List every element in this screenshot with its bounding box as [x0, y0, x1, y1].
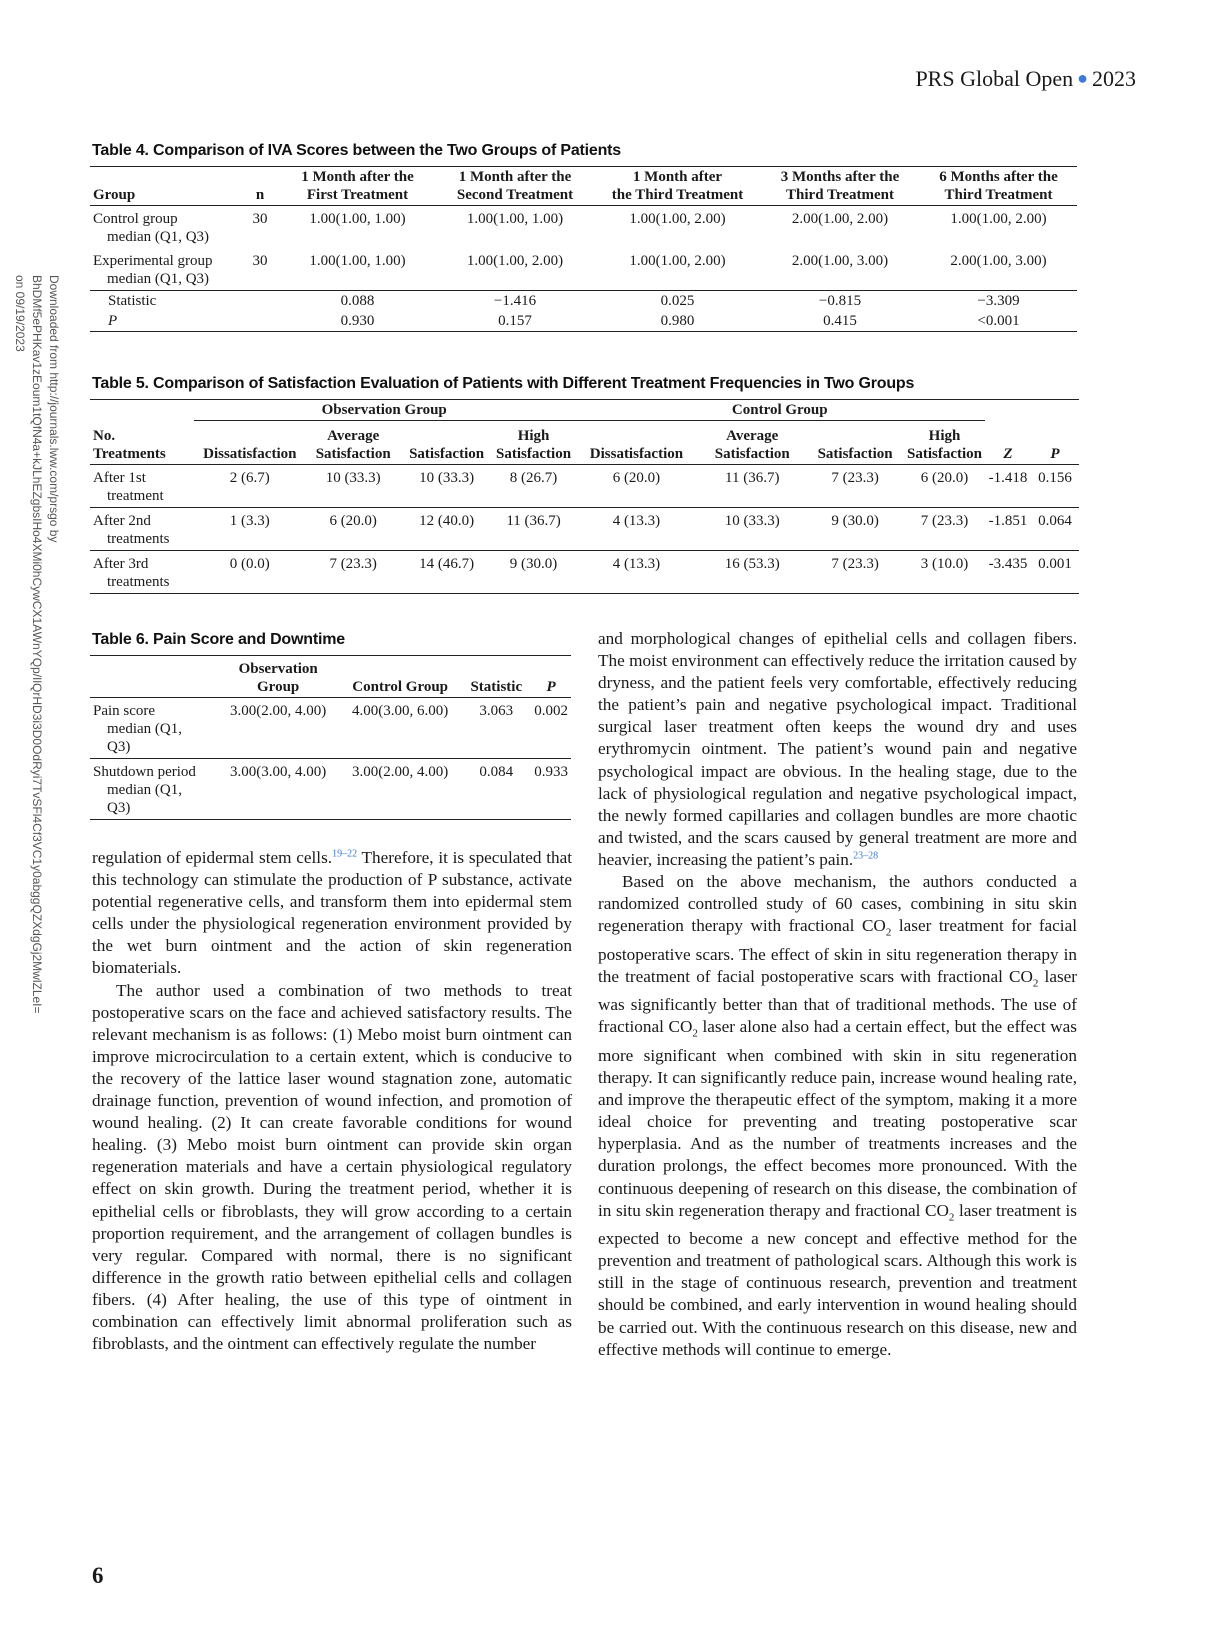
- row-label: Statistic: [108, 293, 157, 309]
- table5-caption: Table 5. Comparison of Satisfaction Evaluation of Patients with Different Treatment Frequencies in Two Groups: [92, 375, 915, 392]
- table5-subheader-1: [306, 421, 401, 465]
- table4-cell: 2.00(1.00, 3.00): [760, 248, 920, 291]
- table4-row-label: [90, 248, 240, 291]
- table-row: [90, 465, 1079, 508]
- table5-cell: 0.156: [1031, 465, 1079, 508]
- table4-header-0-line: Group: [93, 187, 136, 203]
- table4-caption: Table 4. Comparison of IVA Scores between the Two Groups of Patients: [92, 142, 622, 159]
- table5-cell: 11 (36.7): [493, 508, 575, 551]
- table4-header-4-line: the Third Treatment: [611, 187, 744, 203]
- table-row: [90, 248, 1077, 291]
- left-paragraph-2: The author used a combination of two methods to treat postoperative scars on the face and achieved satisfactory results. The relevant mechanism is as follows: (1) Mebo moist burn ointment can improve microcirculation to a certain extent, which is conducive to the recovery of the lattice laser wound stagnation zone, automatic drainage function, prevention of wound infection, and promotion of wound healing. (2) It can create favorable conditions for wound healing. (3) Mebo moist burn ointment can provide skin organ regeneration materials and have a certain physiological regulatory effect on skin growth. During the treatment period, whether it is epithelial cells or fibroblasts, they will grow according to a certain proportion requirement, and the arrangement of collagen bundles is very regular. Compared with normal, there is no significant difference in the growth ratio between epithelial cells and collagen fibers. (4) After healing, the use of this type of ointment in combination can effectively limit abnormal proliferation such as fibroblasts, and the ointment can effectively regulate the number: [92, 980, 572, 1354]
- table4-cell: 1.00(1.00, 1.00): [280, 248, 435, 291]
- table5-cell: 10 (33.3): [306, 465, 401, 508]
- row-sublabel: median (Q1, Q3): [107, 229, 210, 245]
- table4-cell: 0.157: [435, 311, 595, 332]
- table5-subheader-8-line: Z: [1003, 446, 1013, 462]
- table6-header-4-line: P: [546, 679, 556, 695]
- table5-cell: 7 (23.3): [306, 551, 401, 594]
- row-sublabel: median (Q1, Q3): [107, 271, 210, 287]
- table5-cell: 10 (33.3): [698, 508, 806, 551]
- table5-cell: 1 (3.3): [194, 508, 306, 551]
- download-notice: [13, 275, 62, 1014]
- table4-header-6: [920, 167, 1077, 206]
- table4-cell: 1.00(1.00, 2.00): [435, 248, 595, 291]
- table4-cell: 1.00(1.00, 1.00): [309, 211, 406, 227]
- table6-header-3: [461, 656, 531, 698]
- table5-cell: 4 (13.3): [575, 508, 699, 551]
- table4-header-3-line: Second Treatment: [456, 187, 574, 203]
- table6-header-1: [217, 656, 339, 698]
- table4-row-label: [90, 291, 240, 312]
- row-sublabel: Q3): [107, 739, 131, 755]
- row-sublabel: median (Q1,: [107, 782, 182, 798]
- row-label: After 1st: [93, 470, 146, 486]
- table4: [90, 166, 1077, 332]
- table-row: [90, 508, 1079, 551]
- table4-n: [240, 291, 280, 312]
- table4-header-4: [595, 167, 760, 206]
- row-sublabel: Q3): [107, 800, 131, 816]
- table5-subheader-9: [1031, 421, 1079, 465]
- table5-cell: 6 (20.0): [904, 465, 985, 508]
- table6-cell: 4.00(3.00, 6.00): [339, 698, 461, 759]
- table5-cell: 9 (30.0): [806, 508, 904, 551]
- page-number: 6: [92, 1563, 104, 1588]
- row-label: After 3rd: [93, 556, 149, 572]
- table4-cell: 1.00(1.00, 2.00): [629, 211, 726, 227]
- table5-cell: -1.851: [985, 508, 1031, 551]
- table5-subheader-2-line: Satisfaction: [409, 446, 485, 462]
- table5-cell: 9 (30.0): [493, 551, 575, 594]
- table6-header-3-line: Statistic: [470, 679, 523, 695]
- table4-cell: −1.416: [493, 293, 537, 309]
- table6-cell: 3.00(2.00, 4.00): [217, 698, 339, 759]
- row-label: Shutdown period: [93, 764, 196, 780]
- table4-header-4-line: 1 Month after: [632, 169, 723, 185]
- right-column: [598, 628, 1077, 1361]
- table4-row-label: [90, 311, 240, 332]
- table4-header-5-line: Third Treatment: [786, 187, 894, 203]
- table5-cell: 0.064: [1031, 508, 1079, 551]
- table5-header-blank: [90, 400, 194, 421]
- table5-subheader-6: [806, 421, 904, 465]
- table5-cell: 16 (53.3): [698, 551, 806, 594]
- table4-header-0: [90, 167, 240, 206]
- row-label: Control group: [93, 211, 178, 227]
- table5-group-control: Control Group: [575, 400, 985, 421]
- table5: [90, 399, 1079, 594]
- table6-header-2: [339, 656, 461, 698]
- table4-cell: 1.00(1.00, 2.00): [595, 248, 760, 291]
- table4-cell: 0.980: [595, 311, 760, 332]
- table5-row-label: [90, 508, 194, 551]
- row-label: Pain score: [93, 703, 156, 719]
- table4-cell: 0.415: [760, 311, 920, 332]
- table4-cell: 1.00(1.00, 1.00): [466, 211, 564, 227]
- table5-cell: 10 (33.3): [401, 465, 493, 508]
- table6: [90, 655, 571, 820]
- citation-23-28[interactable]: 23–28: [853, 850, 879, 862]
- journal-year: 2023: [1092, 66, 1136, 91]
- table4-header-5: [760, 167, 920, 206]
- table5-cell: 7 (23.3): [806, 551, 904, 594]
- table6-caption: Table 6. Pain Score and Downtime: [92, 631, 345, 648]
- table5-cell: -1.418: [985, 465, 1031, 508]
- table4-header-1-line: n: [255, 187, 265, 203]
- table5-subheader-3-line: Satisfaction: [496, 446, 572, 462]
- table5-subheader-5-line: Satisfaction: [714, 446, 790, 462]
- table5-subheader-1-line: Average: [327, 428, 380, 444]
- table4-cell: 1.00(1.00, 2.00): [950, 211, 1047, 227]
- table6-header-2-line: Control Group: [352, 679, 449, 695]
- table5-cell: 11 (36.7): [698, 465, 806, 508]
- table4-header-2-line: First Treatment: [306, 187, 409, 203]
- table5-cell: 3 (10.0): [904, 551, 985, 594]
- table5-cell: 4 (13.3): [575, 551, 699, 594]
- table4-header-3: [435, 167, 595, 206]
- table5-cell: 12 (40.0): [401, 508, 493, 551]
- table5-cell: 6 (20.0): [575, 465, 699, 508]
- table4-n: 30: [252, 211, 268, 227]
- table4-row-label: [90, 206, 240, 249]
- table5-subheader-4-line: Dissatisfaction: [589, 446, 684, 462]
- table5-subheader-0: [194, 421, 306, 465]
- table5-cell: 2 (6.7): [194, 465, 306, 508]
- table4-n: [240, 311, 280, 332]
- table6-cell: 0.002: [531, 698, 571, 759]
- table5-row-label: [90, 551, 194, 594]
- table-row: [90, 698, 571, 759]
- table5-subheader-5: [698, 421, 806, 465]
- table5-subheader-7-line: Satisfaction: [907, 446, 983, 462]
- right-paragraph-2: Based on the above mechanism, the authors conducted a randomized controlled study of 60 cases, combining in situ skin regeneration therapy with fractional $CO_2$ laser treatment for facial postoperative scars. The effect of skin in situ regeneration therapy in the treatment of facial postoperative scars with fractional $CO_2$ laser was significantly better than that of traditional methods. The use of fractional $CO_2$ laser alone also had a certain effect, but the effect was more significant when combined with skin in situ regeneration therapy. It can significantly reduce pain, increase wound healing rate, and improve the therapeutic effect of the symptom, making it a more ideal choice for preventing and treating postoperative scar hyperplasia. And as the number of treatments increases and the duration prolongs, the effect becomes more pronounced. With the continuous deepening of research on this disease, the combination of in situ skin regeneration therapy and fractional $CO_2$ laser treatment is expected to become a new concept and effective method for the prevention and treatment of pathological scars. Although this work is still in the stage of continuous research, prevention and treatment should be combined, and early intervention in wound healing should be carried out. With the continuous research on this disease, new and effective methods will continue to emerge.: [598, 872, 1077, 1359]
- table6-row-label: [90, 759, 217, 820]
- table4-cell: 0.088: [340, 293, 375, 309]
- table5-group-observation: Observation Group: [194, 400, 575, 421]
- table5-header-treatments-line: Treatments: [93, 446, 166, 462]
- table4-cell: 2.00(1.00, 2.00): [791, 211, 889, 227]
- table5-subheader-4: [575, 421, 699, 465]
- table4-cell: <0.001: [920, 311, 1077, 332]
- table6-header-0: [90, 656, 217, 698]
- table5-subheader-3-line: High: [517, 428, 550, 444]
- table4-header-1: [240, 167, 280, 206]
- row-label: P: [108, 313, 118, 329]
- table6-cell: 3.00(2.00, 4.00): [339, 759, 461, 820]
- table5-subheader-3: [493, 421, 575, 465]
- table6-cell: 3.00(3.00, 4.00): [217, 759, 339, 820]
- table6-cell: 3.063: [461, 698, 531, 759]
- row-sublabel: median (Q1,: [107, 721, 182, 737]
- left-column: [92, 847, 572, 1355]
- table4-n: 30: [240, 248, 280, 291]
- running-head: [915, 66, 1136, 92]
- row-sublabel: treatments: [107, 531, 170, 547]
- table5-header-treatments: [90, 421, 194, 465]
- table5-subheader-7: [904, 421, 985, 465]
- table6-row-label: [90, 698, 217, 759]
- row-label: Experimental group: [93, 253, 213, 269]
- journal-name: PRS Global Open: [915, 66, 1074, 91]
- bullet-icon: ●: [1077, 68, 1088, 88]
- download-notice-text: Downloaded from http://journals.lww.com/prsgo by BhDMf5ePHKav1zEoum1tQfN4a+kJLhEZgbsIHo4XMi0hCywCX1AWnYQp/IlQrHD3i3D0OdRyi7TvSFl4Cf3VC1y0abggQZXdgGj2MwlZLeI= on 09/19/2023: [13, 275, 61, 1014]
- table6-cell: 0.084: [461, 759, 531, 820]
- table6-header-1-line: Observation: [238, 661, 318, 677]
- table4-cell: −3.309: [977, 293, 1020, 309]
- table5-subheader-8: [985, 421, 1031, 465]
- table5-cell: 0.001: [1031, 551, 1079, 594]
- table5-subheader-5-line: Average: [726, 428, 779, 444]
- table5-subheader-7-line: High: [928, 428, 961, 444]
- table5-cell: 0 (0.0): [194, 551, 306, 594]
- right-paragraph-1: and morphological changes of epithelial cells and collagen fibers. The moist environment can effectively reduce the irritation caused by dryness, and the patient feels very comfortable, effectively reducing the patient’s pain and negative psychological impact. Traditional surgical laser treatment often keeps the wound dry and uses erythromycin ointment. The patient’s wound pain and negative psychological impact are obvious. In the healing stage, due to the lack of physiological regulation and negative psychological impact, the newly formed capillaries and collagen bundles are more chaotic and twisted, and the scars caused by general treatment are more and heavier, increasing the patient’s pain.$^{23-28}$: [598, 629, 1077, 869]
- table-row: [90, 759, 571, 820]
- table5-cell: 8 (26.7): [493, 465, 575, 508]
- table5-cell: 6 (20.0): [306, 508, 401, 551]
- table5-subheader-9-line: P: [1050, 446, 1060, 462]
- table4-cell: 2.00(1.00, 3.00): [920, 248, 1077, 291]
- table-row: [90, 551, 1079, 594]
- table5-cell: 14 (46.7): [401, 551, 493, 594]
- table5-row-label: [90, 465, 194, 508]
- table5-subheader-2: [401, 421, 493, 465]
- table4-header-2: [280, 167, 435, 206]
- table5-subheader-0-line: Dissatisfaction: [203, 446, 297, 462]
- table4-header-6-line: 6 Months after the: [939, 169, 1058, 185]
- row-label: After 2nd: [93, 513, 151, 529]
- table5-subheader-6-line: Satisfaction: [817, 446, 893, 462]
- table4-cell: 0.025: [660, 293, 695, 309]
- table4-header-3-line: 1 Month after the: [458, 169, 572, 185]
- table4-cell: 0.930: [280, 311, 435, 332]
- citation-19-22[interactable]: 19–22: [332, 848, 358, 860]
- row-sublabel: treatments: [107, 574, 170, 590]
- row-sublabel: treatment: [107, 488, 164, 504]
- left-paragraph-1: regulation of epidermal stem cells.$^{19-22}$ Therefore, it is speculated that this technology can stimulate the production of P substance, activate potential regenerative cells, and transform them into epidermal stem cells under the physiological regeneration environment provided by the wet burn ointment and the action of skin regeneration biomaterials.: [92, 848, 572, 978]
- table5-cell: -3.435: [985, 551, 1031, 594]
- table4-cell: −0.815: [818, 293, 862, 309]
- table-row: [90, 206, 1077, 249]
- table5-cell: 7 (23.3): [904, 508, 985, 551]
- table4-header-2-line: 1 Month after the: [301, 169, 414, 185]
- table-row: [90, 311, 1077, 332]
- table6-header-4: [531, 656, 571, 698]
- table5-cell: 7 (23.3): [806, 465, 904, 508]
- table5-header-treatments-line: No.: [93, 428, 116, 444]
- table5-header-blank: [985, 400, 1079, 421]
- table4-header-6-line: Third Treatment: [944, 187, 1053, 203]
- table4-header-5-line: 3 Months after the: [780, 169, 900, 185]
- table6-header-1-line: Group: [257, 679, 300, 695]
- table5-subheader-1-line: Satisfaction: [315, 446, 391, 462]
- table6-cell: 0.933: [531, 759, 571, 820]
- table-row: [90, 291, 1077, 312]
